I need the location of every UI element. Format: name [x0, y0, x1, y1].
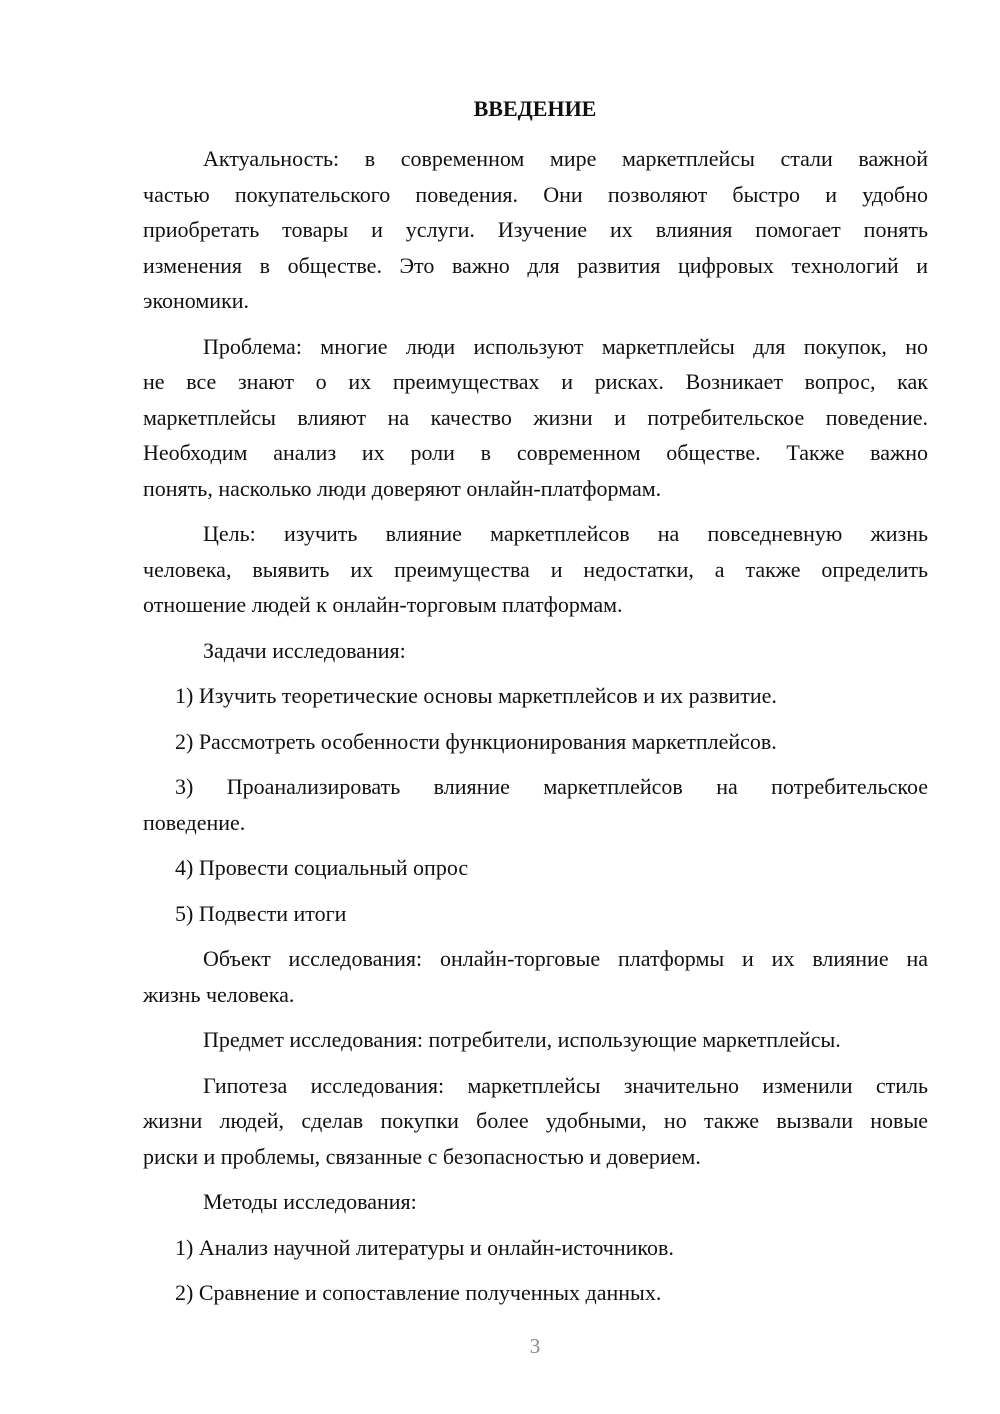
paragraph — [143, 1230, 928, 1266]
text-line: изменения в обществе. Это важно для развития цифровых технологий и — [143, 252, 928, 278]
text-line: поведение. — [143, 809, 246, 835]
paragraph — [143, 329, 928, 507]
text-line: жизни людей, сделав покупки более удобными, но также вызвали новые — [143, 1108, 928, 1133]
text-line: приобретать товары и услуги. Изучение их влияния помогает понять — [143, 217, 928, 242]
paragraph — [143, 678, 928, 714]
paragraph — [143, 1068, 928, 1175]
text-line: маркетплейсы влияют на качество жизни и потребительское поведение. — [143, 404, 928, 430]
text-line: 2) Рассмотреть особенности функционирования маркетплейсов. — [175, 728, 777, 754]
text-line: Гипотеза исследования: маркетплейсы значительно изменили стиль — [203, 1072, 928, 1098]
paragraph — [143, 1275, 928, 1311]
text-line: Предмет исследования: потребители, использующие маркетплейсы. — [203, 1027, 841, 1052]
text-line: частью покупательского поведения. Они позволяют быстро и удобно — [143, 181, 928, 207]
paragraph — [143, 769, 928, 840]
page-number: 3 — [529, 1334, 541, 1358]
paragraph — [143, 896, 928, 932]
text-line: Цель: изучить влияние маркетплейсов на повседневную жизнь — [203, 521, 928, 546]
document-body — [143, 141, 928, 1321]
text-line: Методы исследования: — [203, 1189, 417, 1214]
paragraph — [143, 141, 928, 319]
text-line: Объект исследования: онлайн-торговые платформы и их влияние на — [203, 946, 928, 971]
text-line: жизнь человека. — [143, 981, 295, 1007]
text-line: не все знают о их преимуществах и рисках. Возникает вопрос, как — [143, 369, 928, 394]
text-line: экономики. — [143, 288, 250, 313]
paragraph — [143, 850, 928, 886]
text-line: 2) Сравнение и сопоставление полученных данных. — [175, 1280, 662, 1305]
paragraph — [143, 941, 928, 1012]
text-line: 5) Подвести итоги — [175, 900, 347, 926]
text-line: риски и проблемы, связанные с безопасностью и доверием. — [143, 1143, 701, 1169]
text-line: 1) Анализ научной литературы и онлайн-источников. — [175, 1234, 674, 1260]
text-line: 4) Провести социальный опрос — [175, 855, 469, 880]
paragraph — [143, 1022, 928, 1058]
paragraph — [143, 516, 928, 623]
paragraph — [143, 724, 928, 760]
text-line: Проблема: многие люди используют маркетплейсы для покупок, но — [203, 333, 928, 359]
text-line: Необходим анализ их роли в современном обществе. Также важно — [143, 440, 928, 465]
paragraph — [143, 633, 928, 669]
section-title: ВВЕДЕНИЕ — [473, 96, 597, 121]
text-line: Актуальность: в современном мире маркетплейсы стали важной — [203, 146, 928, 171]
text-line: понять, насколько люди доверяют онлайн-платформам. — [143, 475, 662, 501]
paragraph — [143, 1184, 928, 1220]
text-line: человека, выявить их преимущества и недостатки, а также определить — [143, 556, 928, 582]
text-line: 3) Проанализировать влияние маркетплейсов на потребительское — [175, 774, 928, 799]
text-line: отношение людей к онлайн-торговым платформам. — [143, 592, 623, 617]
text-line: Задачи исследования: — [203, 637, 406, 663]
text-line: 1) Изучить теоретические основы маркетплейсов и их развитие. — [175, 683, 777, 708]
